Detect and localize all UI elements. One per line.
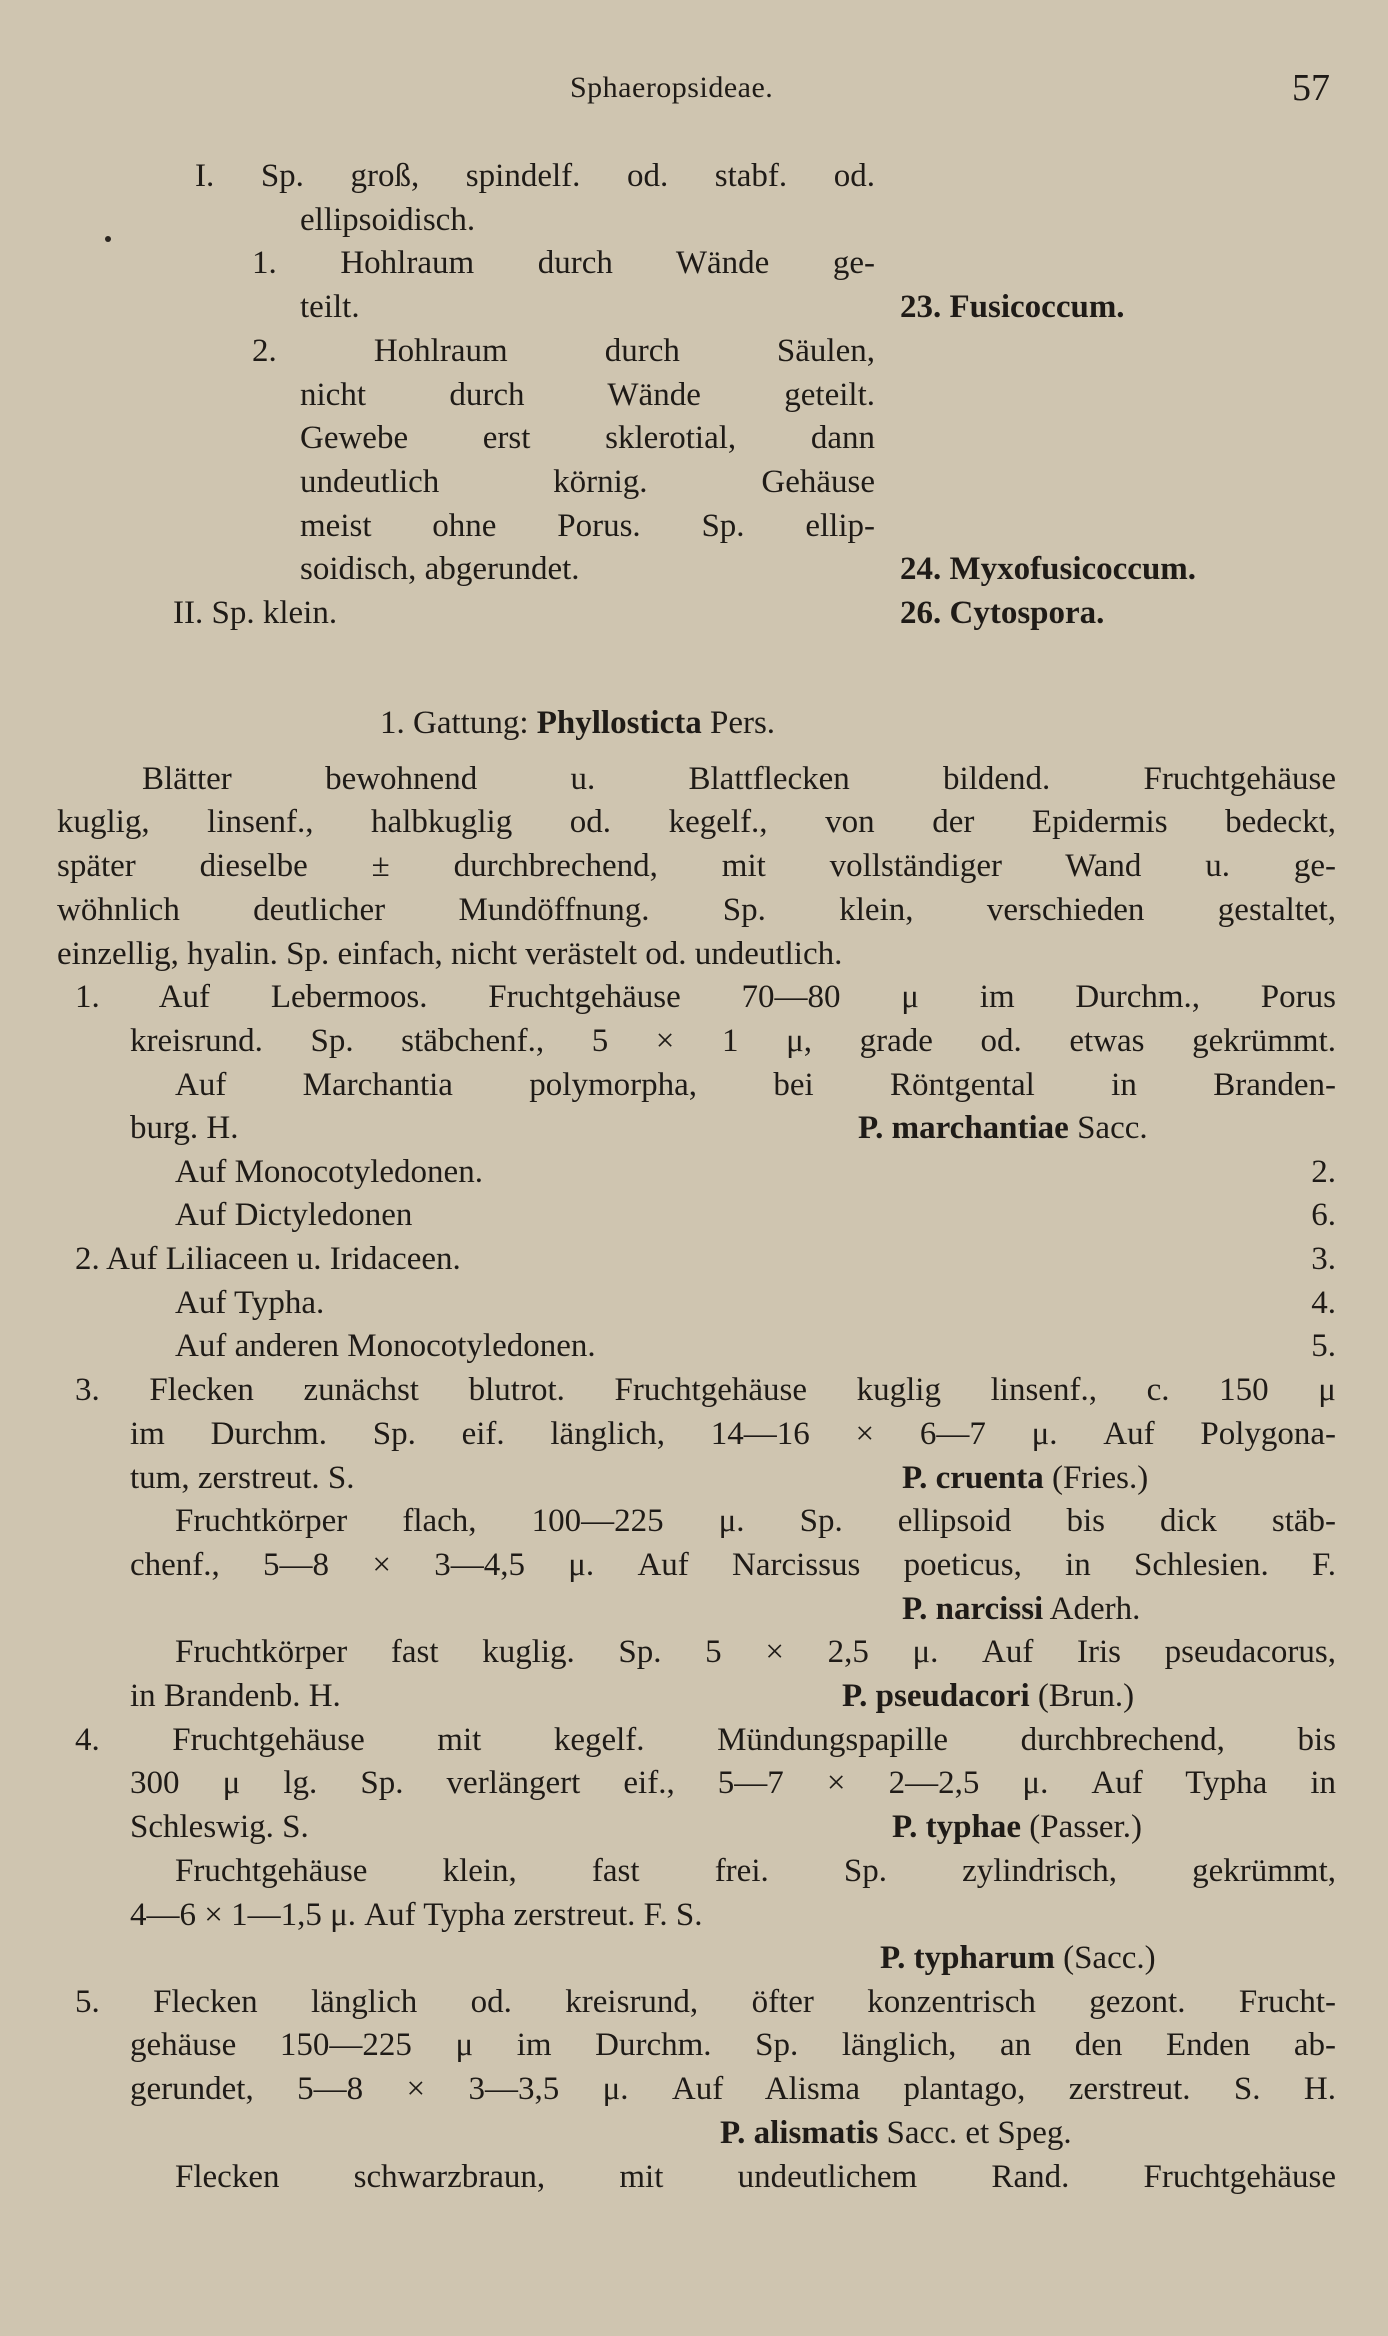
lead-number: 6. xyxy=(1311,1197,1336,1233)
genus-name: Phyllosticta xyxy=(536,705,702,741)
entry-line: gehäuse 150—225 μ im Durchm. Sp. länglich, an den Enden ab- xyxy=(130,2027,1336,2063)
description-line: kuglig, linsenf., halbkuglig od. kegelf., von der Epidermis bedeckt, xyxy=(57,804,1336,840)
entry-line: Schleswig. S. xyxy=(130,1809,309,1845)
species-name: P. marchantiae xyxy=(858,1110,1069,1146)
entry-line: Auf Marchantia polymorpha, bei Röntgental in Branden- xyxy=(175,1067,1336,1103)
lead-number: 2. xyxy=(1311,1154,1336,1190)
key-line: II. Sp. klein. xyxy=(173,595,338,631)
key-line: teilt. xyxy=(300,289,360,325)
entry-line: Flecken schwarzbraun, mit undeutlichem Rand. Fruchtgehäuse xyxy=(175,2159,1336,2195)
entry-line: im Durchm. Sp. eif. länglich, 14—16 × 6—7 μ. Auf Polygona- xyxy=(130,1416,1336,1452)
entry-line: chenf., 5—8 × 3—4,5 μ. Auf Narcissus poeticus, in Schlesien. F. xyxy=(130,1547,1336,1583)
species-name-line xyxy=(902,1587,1140,1631)
species-name-line xyxy=(858,1106,1148,1150)
key-line: Gewebe erst sklerotial, dann xyxy=(300,420,875,456)
description-line: später dieselbe ± durchbrechend, mit vollständiger Wand u. ge- xyxy=(57,848,1336,884)
entry-line: 5. Flecken länglich od. kreisrund, öfter konzentrisch gezont. Frucht- xyxy=(75,1984,1336,2020)
key-line: nicht durch Wände geteilt. xyxy=(300,377,875,413)
entry-line: in Brandenb. H. xyxy=(130,1678,341,1714)
species-name: P. cruenta xyxy=(902,1460,1044,1496)
species-author: (Sacc.) xyxy=(1063,1940,1156,1976)
entry-line: 3. Flecken zunächst blutrot. Fruchtgehäuse kuglig linsenf., c. 150 μ xyxy=(75,1372,1336,1408)
species-author: (Fries.) xyxy=(1052,1460,1149,1496)
key-result: 26. Cytospora. xyxy=(900,595,1105,631)
entry-line: Auf anderen Monocotyledonen. xyxy=(175,1328,596,1364)
genus-heading-prefix: 1. Gattung: xyxy=(380,705,529,741)
species-name-line xyxy=(892,1805,1142,1849)
key-result: 24. Myxofusicoccum. xyxy=(900,551,1197,587)
species-author: Aderh. xyxy=(1049,1591,1141,1627)
species-name: P. alismatis xyxy=(720,2115,879,2151)
entry-line: tum, zerstreut. S. xyxy=(130,1460,355,1496)
species-name: P. typharum xyxy=(880,1940,1055,1976)
lead-number: 3. xyxy=(1311,1241,1336,1277)
key-result: 23. Fusicoccum. xyxy=(900,289,1125,325)
ink-speck xyxy=(105,236,111,242)
entry-line: Auf Monocotyledonen. xyxy=(175,1154,483,1190)
key-line: soidisch, abgerundet. xyxy=(300,551,580,587)
key-line: ellipsoidisch. xyxy=(300,202,476,238)
description-line: wöhnlich deutlicher Mundöffnung. Sp. klein, verschieden gestaltet, xyxy=(57,892,1336,928)
description-line: einzellig, hyalin. Sp. einfach, nicht verästelt od. undeutlich. xyxy=(57,936,843,972)
lead-number: 4. xyxy=(1311,1285,1336,1321)
entry-line: 4—6 × 1—1,5 μ. Auf Typha zerstreut. F. S. xyxy=(130,1897,703,1933)
species-name-line xyxy=(880,1936,1156,1980)
genus-heading xyxy=(380,701,775,745)
species-name: P. pseudacori xyxy=(842,1678,1030,1714)
running-title: Sphaeropsideae. xyxy=(570,71,774,104)
entry-line: 4. Fruchtgehäuse mit kegelf. Mündungspapille durchbrechend, bis xyxy=(75,1722,1336,1758)
key-line: undeutlich körnig. Gehäuse xyxy=(300,464,875,500)
entry-line: Auf Dictyledonen xyxy=(175,1197,413,1233)
species-author: (Brun.) xyxy=(1037,1678,1135,1714)
entry-line: 1. Auf Lebermoos. Fruchtgehäuse 70—80 μ im Durchm., Porus xyxy=(75,979,1336,1015)
species-name-line xyxy=(902,1456,1148,1500)
species-name: P. typhae xyxy=(892,1809,1021,1845)
page-number: 57 xyxy=(1292,67,1330,109)
species-author: (Passer.) xyxy=(1029,1809,1142,1845)
entry-line: 300 μ lg. Sp. verlängert eif., 5—7 × 2—2,5 μ. Auf Typha in xyxy=(130,1765,1336,1801)
entry-line: kreisrund. Sp. stäbchenf., 5 × 1 μ, grade od. etwas gekrümmt. xyxy=(130,1023,1336,1059)
entry-line: 2. Auf Liliaceen u. Iridaceen. xyxy=(75,1241,461,1277)
entry-line: Auf Typha. xyxy=(175,1285,325,1321)
species-name-line xyxy=(720,2111,1072,2155)
species-author: Sacc. xyxy=(1077,1110,1148,1146)
entry-line: gerundet, 5—8 × 3—3,5 μ. Auf Alisma plantago, zerstreut. S. H. xyxy=(130,2071,1336,2107)
entry-line: Fruchtkörper fast kuglig. Sp. 5 × 2,5 μ. Auf Iris pseudacorus, xyxy=(175,1634,1336,1670)
entry-line: Fruchtkörper flach, 100—225 μ. Sp. ellipsoid bis dick stäb- xyxy=(175,1503,1336,1539)
lead-number: 5. xyxy=(1311,1328,1336,1364)
key-line: I. Sp. groß, spindelf. od. stabf. od. xyxy=(195,158,875,194)
species-author: Sacc. et Speg. xyxy=(886,2115,1072,2151)
species-name: P. narcissi xyxy=(902,1591,1044,1627)
species-name-line xyxy=(842,1674,1134,1718)
description-line: Blätter bewohnend u. Blattflecken bildend. Fruchtgehäuse xyxy=(142,761,1336,797)
key-line: meist ohne Porus. Sp. ellip- xyxy=(300,508,875,544)
key-line: 1. Hohlraum durch Wände ge- xyxy=(252,245,875,281)
key-line: 2. Hohlraum durch Säulen, xyxy=(252,333,875,369)
genus-author: Pers. xyxy=(709,705,776,741)
entry-line: Fruchtgehäuse klein, fast frei. Sp. zylindrisch, gekrümmt, xyxy=(175,1853,1336,1889)
entry-line: burg. H. xyxy=(130,1110,239,1146)
